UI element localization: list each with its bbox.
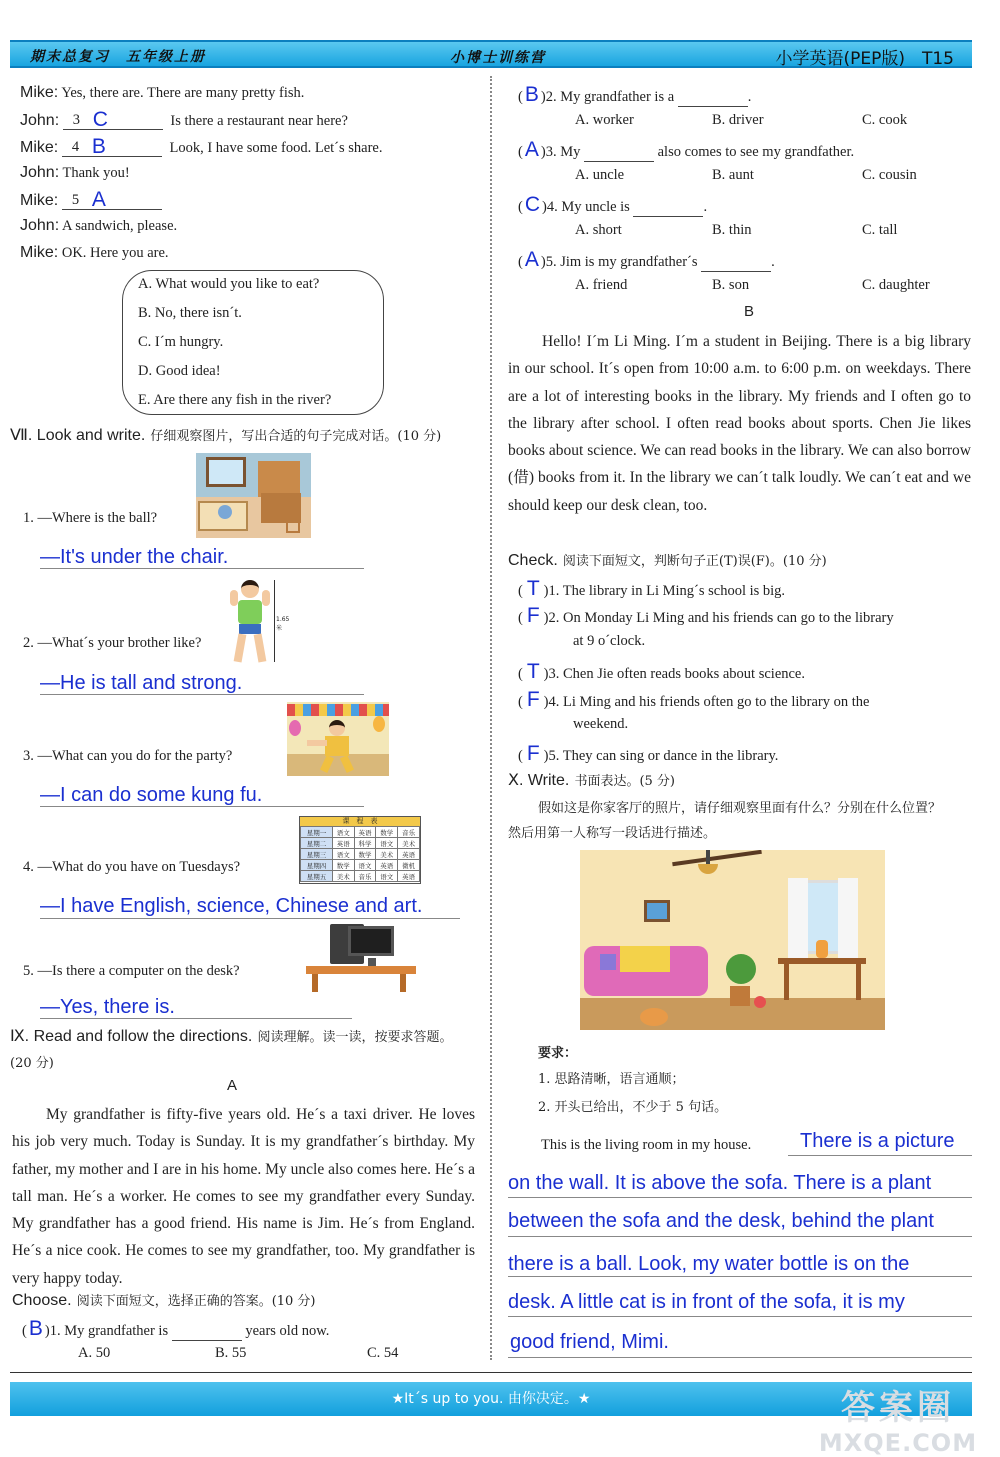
timetable-picture: 课 程 表 星期一 语文 英语 数学 音乐 星期二 英语 科学 语文 美术 星期三 语文 数学 美术 英语 星期四 数学 语文 英语 微机 星期五 美术 音乐 语文 英语 (299, 816, 421, 884)
choose-question-5: (A )5. Jim is my grandfather´s . (518, 248, 775, 271)
writing-line (508, 1276, 972, 1277)
answer: F (526, 688, 540, 711)
q7-5-question: 5. —Is there a computer on the desk? (23, 963, 240, 979)
section-9-title: Ⅸ. Read and follow the directions. 阅读理解。读一读，按要求答题。 (10, 1028, 453, 1045)
choose-question-1: (B )1. My grandfather is years old now. (22, 1317, 330, 1340)
writing-line (508, 1197, 972, 1198)
writing-line (788, 1155, 972, 1156)
option: E. Are there any fish in the river? (138, 392, 332, 408)
part-a-label: A (227, 1077, 238, 1094)
header-center: 小博士训练营 (450, 50, 546, 66)
check-item-2-cont: at 9 o´clock. (573, 633, 646, 649)
check-title: Check. 阅读下面短文，判断句子正(T)误(F)。(10 分) (508, 552, 827, 569)
answer-line (40, 806, 364, 807)
answer-line (40, 694, 364, 695)
part-b-label: B (744, 303, 755, 320)
passage-a: My grandfather is fifty-five years old. He´s a taxi driver. He loves his job very much. Today is Sunday. It is my grandfather´s birthday. My father, my mother and I are in his home. My uncle also comes here. He´s a tall man. He´s a worker. He comes to see my grandfather every Sunday. My grandfather has a good friend. His name is Jim. He´s from England. He´s a nice cook. He comes to see my grandfather, too. My grandfather is very happy today. (12, 1106, 475, 1287)
check-item-4: ( F )4. Li Ming and his friends often go to the library on the (518, 688, 870, 711)
timetable: 星期一 语文 英语 数学 音乐 星期二 英语 科学 语文 美术 星期三 语文 数学 美术 英语 星期四 数学 语文 英语 微机 星期五 美术 音乐 语文 英语 (300, 826, 420, 882)
page-header (10, 40, 972, 68)
option: C. daughter (862, 277, 930, 293)
write-line-6: good friend, Mimi. (510, 1331, 669, 1353)
choose-question-2: (B )2. My grandfather is a . (518, 83, 752, 106)
bottom-rule (10, 1372, 972, 1373)
choose-question-4: (C )4. My uncle is . (518, 193, 708, 216)
check-item-2: ( F )2. On Monday Li Ming and his friends can go to the library (518, 604, 894, 627)
requirement-1: 1. 思路清晰，语言通顺； (538, 1072, 685, 1087)
answer: C (524, 193, 541, 216)
option: A. short (575, 222, 622, 238)
kung-fu-party-picture (287, 702, 389, 776)
header-left: 期末总复习 五年级上册 (30, 49, 206, 65)
write-start: This is the living room in my house. (541, 1137, 752, 1153)
answer-line (40, 1018, 352, 1019)
choose-question-3: (A )3. My also comes to see my grandfather. (518, 138, 855, 161)
q7-2-answer: —He is tall and strong. (40, 672, 243, 694)
q7-4-question: 4. —What do you have on Tuesdays? (23, 859, 241, 875)
answer: B (91, 135, 106, 158)
page-footer: ★It´s up to you. 由你决定。★ (10, 1382, 972, 1416)
dialogue-line: Mike: 5 A (20, 190, 162, 210)
check-item-3: ( T )3. Chen Jie often reads books about science. (518, 660, 805, 683)
strong-boy-picture: 1.65米 (224, 578, 294, 666)
answer: F (526, 742, 540, 765)
option: C. cook (862, 112, 908, 128)
choose-title: Choose. 阅读下面短文，选择正确的答案。(10 分) (12, 1292, 316, 1309)
living-room-picture (580, 850, 885, 1030)
write-line-1: There is a picture (800, 1130, 955, 1152)
q7-4-answer: —I have English, science, Chinese and art. (40, 895, 423, 917)
option: C. tall (862, 222, 898, 238)
option: C. 54 (367, 1345, 399, 1361)
answer: B (28, 1317, 43, 1340)
section-10-title: Ⅹ. Write. 书面表达。(5 分) (508, 772, 675, 789)
option: D. Good idea! (138, 363, 221, 379)
q7-2-question: 2. —What´s your brother like? (23, 635, 202, 651)
answer: B (524, 83, 539, 106)
option: A. friend (575, 277, 628, 293)
option: B. aunt (712, 167, 754, 183)
option: B. 55 (215, 1345, 247, 1361)
answer: T (526, 577, 540, 600)
write-line-5: desk. A little cat is in front of the sofa, it is my (508, 1291, 905, 1313)
dialogue-line: Mike: 4 B Look, I have some food. Let´s share. (20, 135, 383, 158)
dialogue-line: John: Thank you! (20, 164, 130, 181)
dialogue-line: John: 3 C Is there a restaurant near here? (20, 108, 348, 131)
check-item-1: ( T )1. The library in Li Ming´s school is big. (518, 577, 786, 600)
write-line-2: on the wall. It is above the sofa. There is a plant (508, 1172, 932, 1194)
option: A. uncle (575, 167, 625, 183)
answer-line (40, 568, 364, 569)
answer-line (40, 918, 460, 919)
writing-line (508, 1357, 972, 1358)
option: B. thin (712, 222, 752, 238)
answer: A (91, 188, 106, 211)
check-item-5: ( F )5. They can sing or dance in the library. (518, 742, 779, 765)
write-line-3: between the sofa and the desk, behind the plant (508, 1210, 934, 1232)
write-prompt-1: 假如这是你家客厅的照片，请仔细观察里面有什么？分别在什么位置？ (538, 801, 942, 816)
answer: T (526, 660, 540, 683)
section-7-title: Ⅶ. Look and write. 仔细观察图片，写出合适的句子完成对话。(10 分) (10, 427, 442, 444)
writing-line (508, 1236, 972, 1237)
section-9-score: (20 分) (10, 1056, 54, 1071)
option: B. No, there isn´t. (138, 305, 242, 321)
option: C. I´m hungry. (138, 334, 224, 350)
answer: C (92, 108, 108, 131)
writing-line (508, 1316, 972, 1317)
option: A. 50 (78, 1345, 111, 1361)
option: A. What would you like to eat? (138, 276, 320, 292)
q7-5-answer: —Yes, there is. (40, 996, 175, 1018)
dialogue-line: Mike: Yes, there are. There are many pretty fish. (20, 84, 305, 101)
answer: A (524, 138, 539, 161)
computer-desk-picture (300, 922, 420, 992)
q7-1-question: 1. —Where is the ball? (23, 510, 158, 526)
write-line-4: there is a ball. Look, my water bottle is on the (508, 1253, 910, 1275)
option: C. cousin (862, 167, 917, 183)
option: A. worker (575, 112, 634, 128)
requirement-2: 2. 开头已给出，不少于 5 句话。 (538, 1100, 728, 1115)
watermark-logo: 答案圈 MXQE.COM (818, 1388, 978, 1457)
header-right: 小学英语(PEP版) T15 (775, 49, 954, 69)
dialogue-line: Mike: OK. Here you are. (20, 244, 169, 261)
q7-3-answer: —I can do some kung fu. (40, 784, 263, 806)
q7-1-answer: —It's under the chair. (40, 546, 229, 568)
dialogue-line: John: A sandwich, please. (20, 217, 178, 234)
answer: F (526, 604, 540, 627)
requirements-title: 要求： (538, 1046, 578, 1061)
option: B. driver (712, 112, 764, 128)
column-divider (490, 76, 492, 1360)
passage-b: Hello! I´m Li Ming. I´m a student in Beijing. There is a big library in our school. It´s open from 10:00 a.m. to 6:00 p.m. on weekdays. There are a lot of interesting books in the library. My friends and I often go to the library after school. I often read books about sports. Chen Jie likes books about science. We can read books in the library. We can also borrow (借) books from it. In the library we can´t talk loudly. We can´t eat and we should keep our desk clean, too. (508, 333, 971, 514)
check-item-4-cont: weekend. (573, 716, 629, 732)
bedroom-picture (196, 453, 311, 538)
option: B. son (712, 277, 750, 293)
answer: A (524, 248, 539, 271)
write-prompt-2: 然后用第一人称写一段话进行描述。 (508, 826, 717, 841)
q7-3-question: 3. —What can you do for the party? (23, 748, 233, 764)
